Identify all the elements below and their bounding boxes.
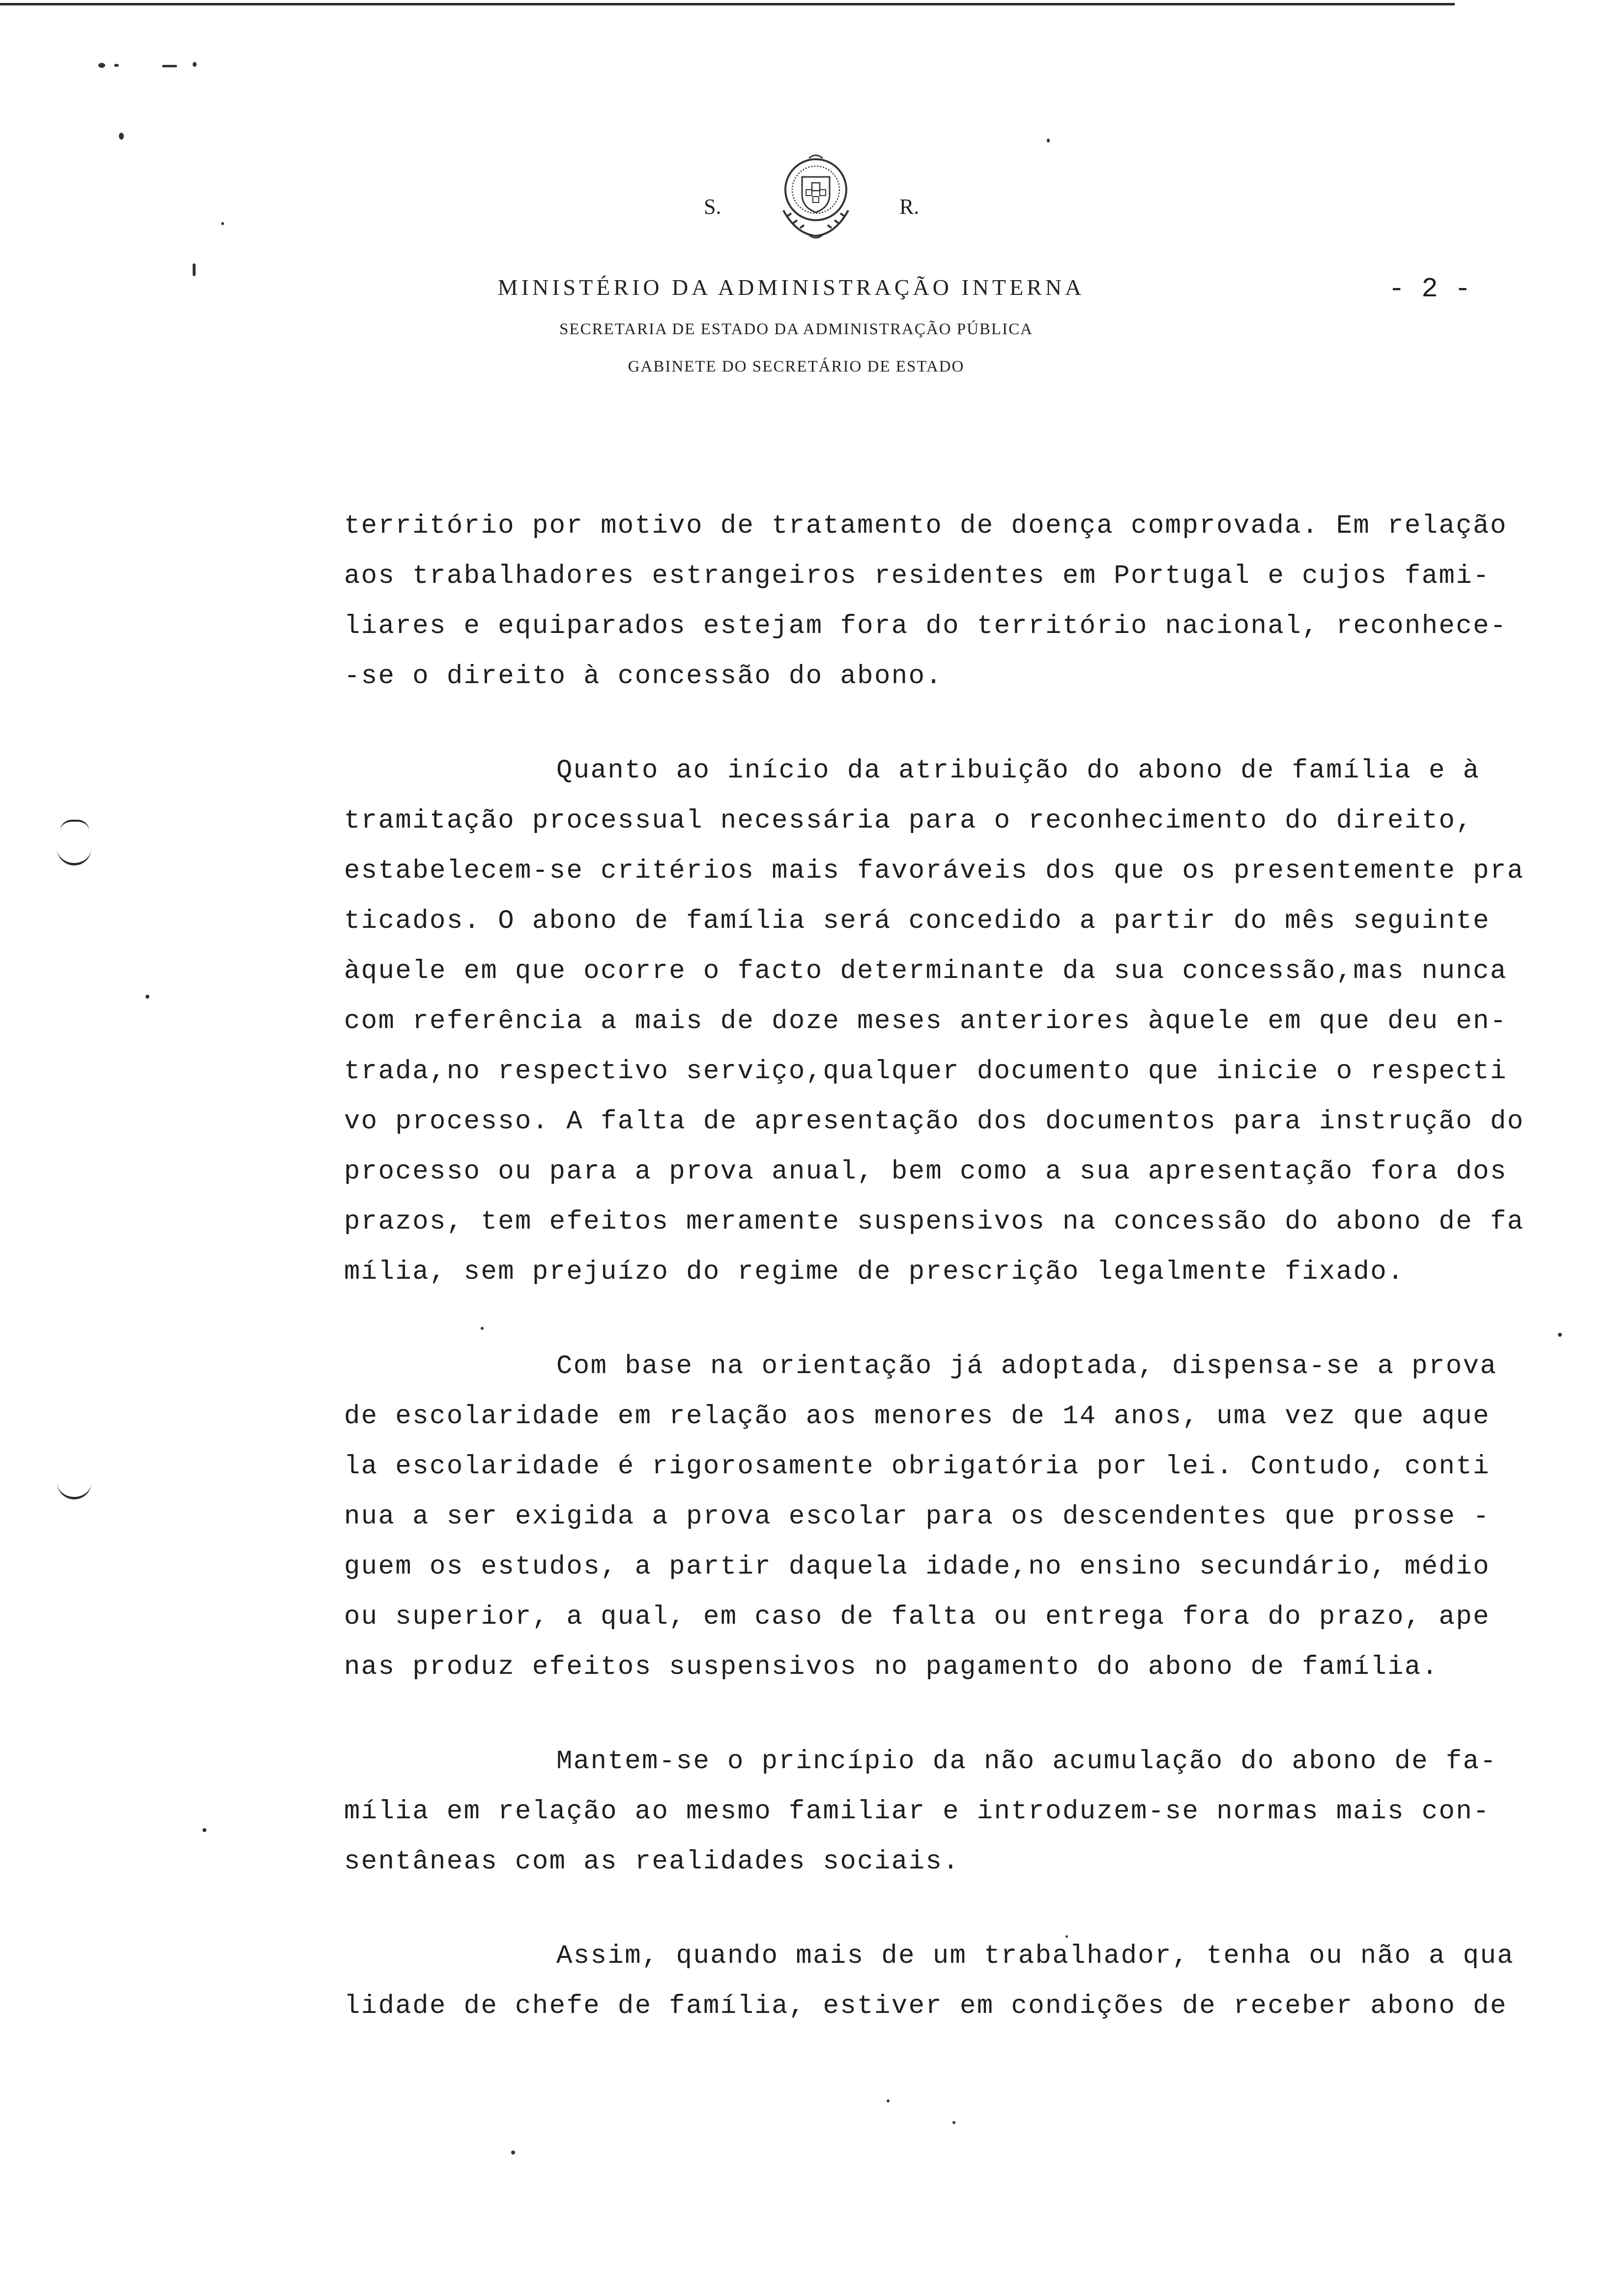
text-line: vo processo. A falta de apresentação dos documentos para instrução do bbox=[344, 1107, 1525, 1137]
paragraph-gap bbox=[344, 1887, 1553, 1931]
paragraph bbox=[344, 501, 1553, 702]
scan-speck bbox=[193, 62, 197, 67]
paragraph-gap bbox=[344, 702, 1553, 746]
scan-speck bbox=[1047, 139, 1050, 143]
text-line: sentâneas com as realidades sociais. bbox=[344, 1847, 960, 1877]
text-line: território por motivo de tratamento de doença comprovada. Em relação bbox=[344, 511, 1507, 541]
text-line: estabelecem-se critérios mais favoráveis dos que os presentemente pra bbox=[344, 856, 1525, 886]
text-line: mília em relação ao mesmo familiar e introduzem-se normas mais con- bbox=[344, 1797, 1490, 1827]
secretariat-subtitle: SECRETARIA DE ESTADO DA ADMINISTRAÇÃO PÚBLICA bbox=[559, 320, 1033, 338]
paragraph bbox=[344, 1342, 1553, 1693]
ministry-title: MINISTÉRIO DA ADMINISTRAÇÃO INTERNA bbox=[497, 275, 1085, 300]
scan-speck bbox=[887, 2099, 890, 2102]
cabinet-subtitle: GABINETE DO SECRETÁRIO DE ESTADO bbox=[628, 358, 965, 375]
text-line: mília, sem prejuízo do regime de prescrição legalmente fixado. bbox=[344, 1257, 1405, 1287]
text-line: liares e equiparados estejam fora do território nacional, reconhece- bbox=[344, 611, 1507, 641]
text-line: prazos, tem efeitos meramente suspensivos na concessão do abono de fa bbox=[344, 1207, 1525, 1237]
scan-speck bbox=[202, 1828, 206, 1832]
paragraph bbox=[344, 1931, 1553, 2032]
document-body bbox=[344, 501, 1553, 2032]
text-line: -se o direito à concessão do abono. bbox=[344, 661, 943, 691]
text-line: Mantem-se o princípio da não acumulação do abono de fa- bbox=[556, 1747, 1497, 1777]
text-line: Assim, quando mais de um trabalhador, tenha ou não a qua bbox=[556, 1941, 1515, 1971]
paragraph bbox=[344, 1737, 1553, 1887]
page-number: - 2 - bbox=[1388, 273, 1471, 305]
header-letter-s: S. bbox=[704, 195, 721, 219]
scan-speck bbox=[221, 222, 224, 225]
scan-speck bbox=[162, 65, 177, 67]
text-line: Com base na orientação já adoptada, dispensa-se a prova bbox=[556, 1351, 1497, 1381]
scan-speck bbox=[511, 2151, 515, 2154]
text-line: ticados. O abono de família será concedido a partir do mês seguinte bbox=[344, 906, 1490, 936]
text-line: aos trabalhadores estrangeiros residentes em Portugal e cujos fami- bbox=[344, 561, 1490, 591]
top-scan-rule bbox=[0, 3, 1455, 5]
text-line: nas produz efeitos suspensivos no pagamento do abono de família. bbox=[344, 1652, 1439, 1682]
text-line: nua a ser exigida a prova escolar para os descendentes que prosse - bbox=[344, 1502, 1490, 1532]
paragraph-gap bbox=[344, 1693, 1553, 1737]
punch-hole-mark bbox=[57, 1479, 91, 1499]
paragraph bbox=[344, 746, 1553, 1297]
punch-hole-mark bbox=[57, 845, 91, 865]
paragraph-gap bbox=[344, 1297, 1553, 1342]
text-line: la escolaridade é rigorosamente obrigatória por lei. Contudo, conti bbox=[344, 1452, 1490, 1482]
scan-speck bbox=[98, 63, 105, 68]
text-line: processo ou para a prova anual, bem como a sua apresentação fora dos bbox=[344, 1157, 1507, 1187]
text-line: tramitação processual necessária para o reconhecimento do direito, bbox=[344, 806, 1473, 836]
text-line: de escolaridade em relação aos menores de 14 anos, uma vez que aque bbox=[344, 1402, 1490, 1432]
scan-speck bbox=[114, 64, 119, 67]
punch-hole-mark bbox=[60, 820, 89, 832]
scan-speck bbox=[1558, 1333, 1562, 1337]
coat-of-arms-seal-icon bbox=[767, 147, 865, 246]
header-letter-r: R. bbox=[899, 195, 920, 219]
text-line: ou superior, a qual, em caso de falta ou entrega fora do prazo, ape bbox=[344, 1602, 1490, 1632]
text-line: lidade de chefe de família, estiver em condições de receber abono de bbox=[344, 1991, 1507, 2021]
text-line: àquele em que ocorre o facto determinante da sua concessão,mas nunca bbox=[344, 956, 1507, 986]
text-line: trada,no respectivo serviço,qualquer documento que inicie o respecti bbox=[344, 1057, 1507, 1087]
scan-speck bbox=[145, 995, 149, 999]
scan-speck bbox=[952, 2121, 955, 2124]
text-line: guem os estudos, a partir daquela idade,no ensino secundário, médio bbox=[344, 1552, 1490, 1582]
text-line: Quanto ao início da atribuição do abono de família e à bbox=[556, 756, 1480, 786]
scan-speck bbox=[119, 133, 124, 140]
text-line: com referência a mais de doze meses anteriores àquele em que deu en- bbox=[344, 1006, 1507, 1036]
